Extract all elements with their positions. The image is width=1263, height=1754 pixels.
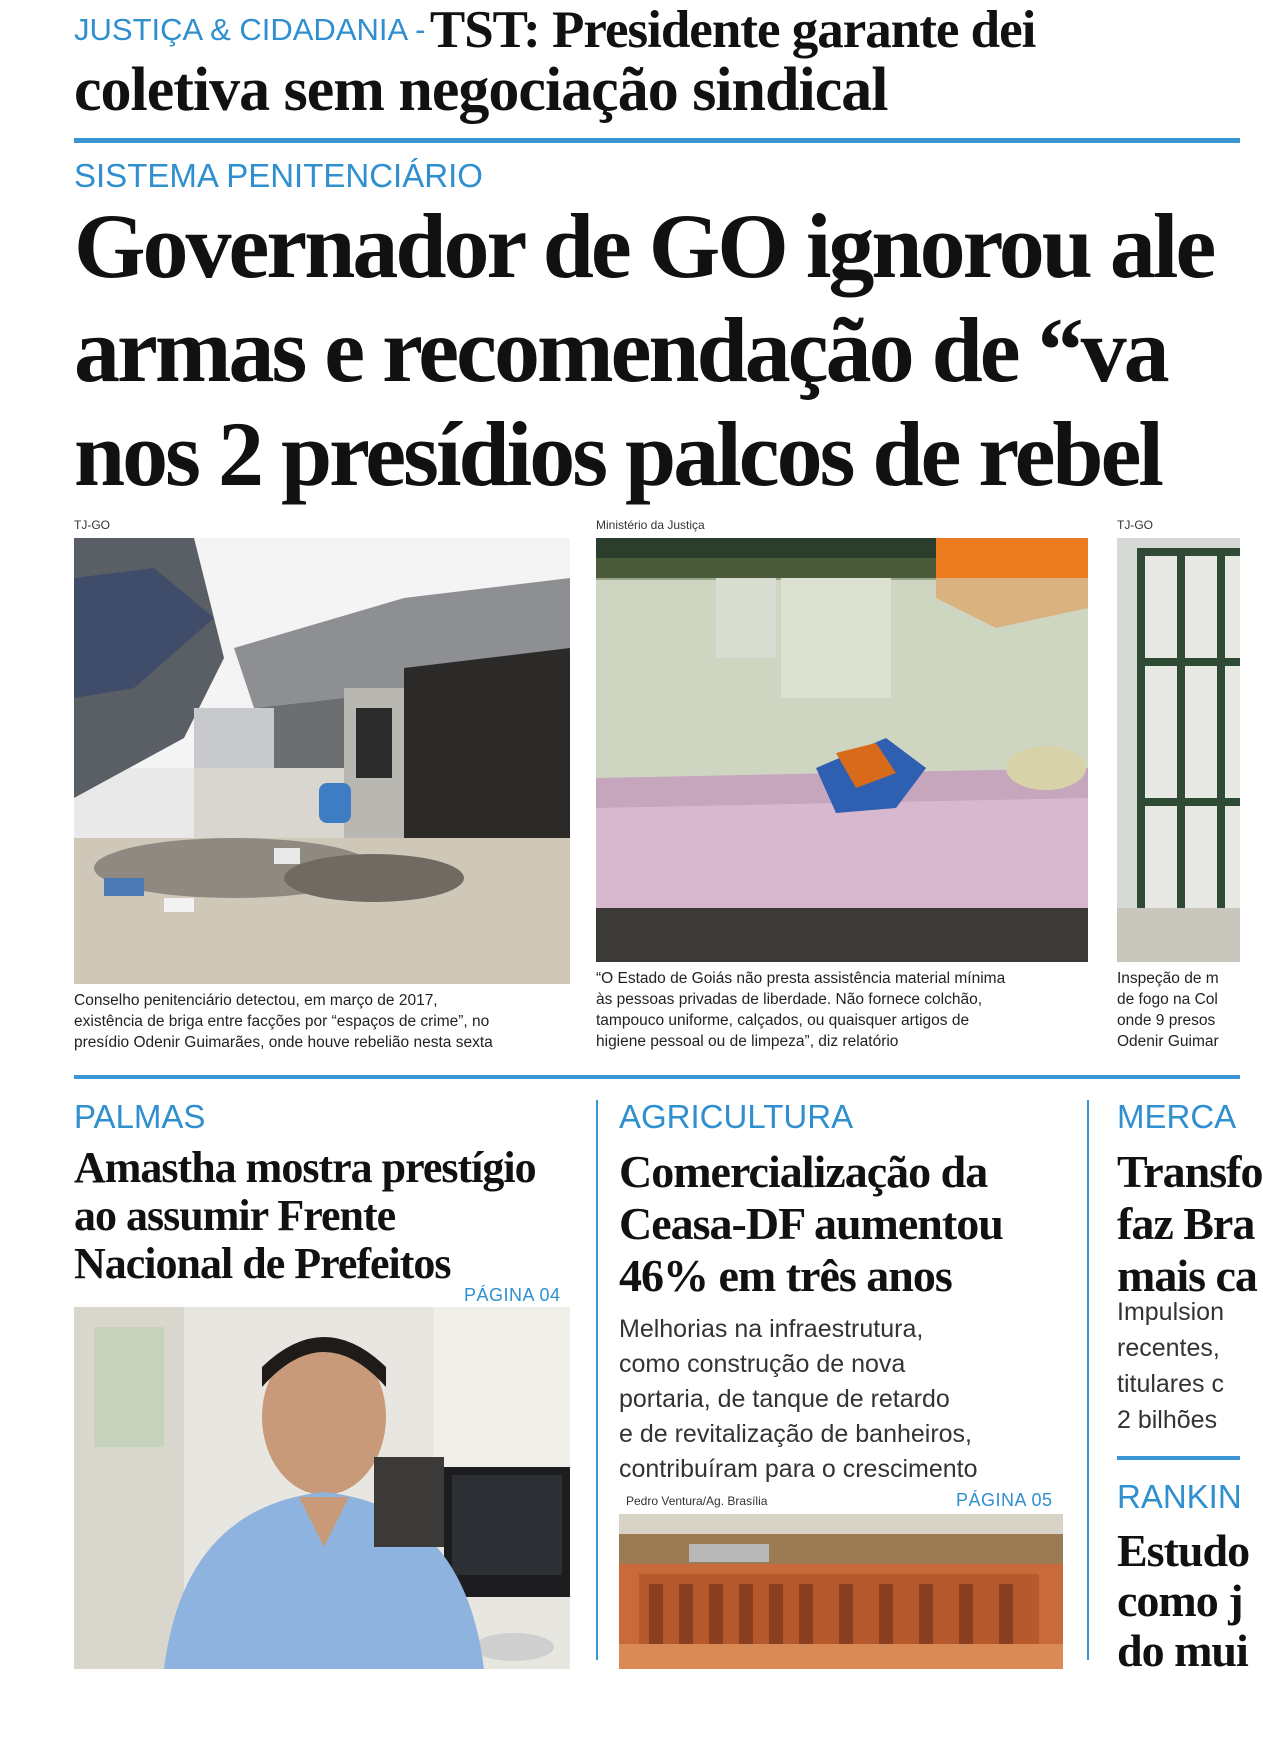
photo-cell-bars: [1117, 538, 1240, 962]
photo-amastha-portrait: [74, 1307, 570, 1669]
ranking-section-label: RANKIN: [1117, 1478, 1242, 1515]
caption-line: Odenir Guimar: [1117, 1033, 1219, 1050]
caption-line: de fogo na Col: [1117, 991, 1218, 1008]
headline-line: como j: [1117, 1575, 1243, 1626]
headline-line: Amastha mostra prestígio: [74, 1143, 536, 1192]
photo3-caption: [1117, 968, 1240, 1052]
main-headline-line3[interactable]: nos 2 presídios palcos de rebel: [74, 403, 1161, 505]
headline-line: Transfo: [1117, 1146, 1263, 1197]
headline-line: do mui: [1117, 1625, 1248, 1676]
agricultura-section-label: AGRICULTURA: [619, 1098, 854, 1135]
body-line: 2 bilhões: [1117, 1406, 1218, 1434]
headline-line: mais ca: [1117, 1250, 1257, 1301]
photo3-credit: TJ-GO: [1117, 518, 1153, 532]
main-section-label: SISTEMA PENITENCIÁRIO: [74, 157, 483, 194]
body-line: recentes,: [1117, 1334, 1220, 1362]
caption-line: onde 9 presos: [1117, 1012, 1216, 1029]
photo-ceasa-construction: [619, 1514, 1063, 1669]
agricultura-page-link[interactable]: PÁGINA 05: [956, 1490, 1053, 1510]
headline-line: 46% em três anos: [619, 1250, 952, 1301]
agricultura-body: [619, 1312, 977, 1487]
caption-line: Conselho penitenciário detectou, em março de 2017,: [74, 992, 438, 1009]
top-headline-part1[interactable]: TST: Presidente garante dei: [429, 1, 1036, 59]
divider: [74, 1075, 1240, 1079]
headline-line: ao assumir Frente: [74, 1191, 396, 1240]
caption-line: higiene pessoal ou de limpeza”, diz relatório: [596, 1033, 899, 1050]
caption-line: Inspeção de m: [1117, 970, 1219, 987]
divider: [74, 138, 1240, 143]
headline-line: Ceasa-DF aumentou: [619, 1198, 1003, 1249]
body-line: titulares c: [1117, 1370, 1224, 1398]
headline-line: faz Bra: [1117, 1198, 1255, 1249]
photo2-caption: [596, 968, 1096, 1052]
headline-line: Nacional de Prefeitos: [74, 1239, 451, 1288]
mercado-body: [1117, 1294, 1224, 1438]
caption-line: tampouco uniforme, calçados, ou quaisquer artigos de: [596, 1012, 970, 1029]
body-line: portaria, de tanque de retardo: [619, 1385, 950, 1413]
top-headline-line1: [74, 0, 1036, 59]
body-line: Impulsion: [1117, 1298, 1224, 1326]
palmas-headline[interactable]: [74, 1144, 536, 1288]
column-divider: [596, 1100, 598, 1660]
mercado-headline[interactable]: [1117, 1146, 1263, 1302]
caption-line: existência de briga entre facções por “espaços de crime”, no: [74, 1013, 490, 1030]
top-section-label: JUSTIÇA & CIDADANIA -: [74, 12, 426, 47]
photo-cell-mattress: [596, 538, 1088, 962]
body-line: como construção de nova: [619, 1350, 906, 1378]
mercado-section-label: MERCA: [1117, 1098, 1237, 1135]
body-line: e de revitalização de banheiros,: [619, 1420, 973, 1448]
divider: [1117, 1456, 1240, 1460]
ranking-headline[interactable]: [1117, 1526, 1249, 1676]
agricultura-headline[interactable]: [619, 1146, 1003, 1302]
body-line: Melhorias na infraestrutura,: [619, 1315, 924, 1343]
main-headline-line2[interactable]: armas e recomendação de “va: [74, 299, 1167, 401]
top-headline-line2[interactable]: coletiva sem negociação sindical: [74, 56, 888, 124]
agricultura-photo-credit: Pedro Ventura/Ag. Brasília: [626, 1494, 768, 1508]
body-line: contribuíram para o crescimento: [619, 1455, 978, 1483]
palmas-section-label: PALMAS: [74, 1098, 206, 1135]
main-headline-line1[interactable]: Governador de GO ignorou ale: [74, 195, 1214, 297]
headline-line: Estudo: [1117, 1525, 1250, 1576]
headline-line: Comercialização da: [619, 1146, 988, 1197]
caption-line: “O Estado de Goiás não presta assistência material mínima: [596, 970, 1006, 987]
photo1-credit: TJ-GO: [74, 518, 110, 532]
caption-line: às pessoas privadas de liberdade. Não fornece colchão,: [596, 991, 983, 1008]
photo-burnt-prison-yard: [74, 538, 570, 984]
caption-line: presídio Odenir Guimarães, onde houve rebelião nesta sexta: [74, 1034, 493, 1051]
photo2-credit: Ministério da Justiça: [596, 518, 705, 532]
column-divider: [1087, 1100, 1089, 1660]
photo1-caption: [74, 990, 574, 1053]
palmas-page-link[interactable]: PÁGINA 04: [464, 1285, 561, 1305]
